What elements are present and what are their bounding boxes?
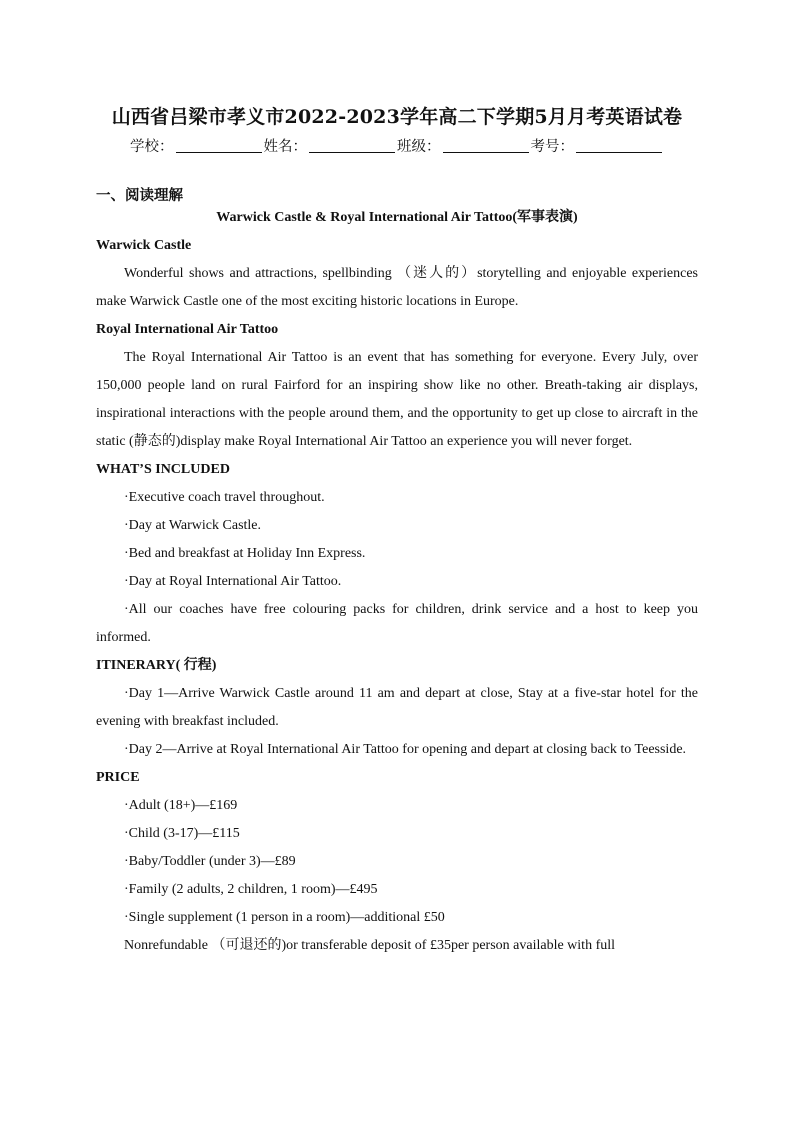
- warwick-paragraph: Wonderful shows and attractions, spellbinding （迷人的）storytelling and enjoyable experiences make Warwick Castle one of the most exciting historic locations in Europe.: [96, 266, 698, 309]
- section-heading: 一、阅读理解: [96, 188, 183, 204]
- class-label: 班级：: [397, 139, 441, 155]
- price-item: ·Single supplement (1 person in a room)—additional £50: [124, 910, 445, 925]
- included-note: ·All our coaches have free colouring packs for children, drink service and a host to keep you informed.: [96, 602, 698, 645]
- included-heading: WHAT’S INCLUDED: [96, 462, 230, 477]
- riat-heading: Royal International Air Tattoo: [96, 322, 279, 337]
- school-label: 学校：: [130, 139, 174, 155]
- exam-title: 山西省吕梁市孝义市2022-2023学年高二下学期5月月考英语试卷: [111, 106, 683, 128]
- included-item: ·Day at Royal International Air Tattoo.: [124, 574, 342, 589]
- price-item: ·Adult (18+)—£169: [124, 798, 238, 813]
- school-blank: [176, 138, 262, 153]
- price-item: ·Child (3-17)—£115: [124, 826, 240, 841]
- included-item: ·Day at Warwick Castle.: [124, 518, 262, 533]
- passage-title: Warwick Castle & Royal International Air Tattoo(军事表演): [216, 210, 578, 225]
- itinerary-day2: ·Day 2—Arrive at Royal International Air Tattoo for opening and depart at closing back to Teesside.: [124, 742, 687, 757]
- deposit-paragraph: Nonrefundable （可退还的)or transferable deposit of £35per person available with full: [124, 938, 616, 953]
- warwick-heading: Warwick Castle: [96, 238, 192, 253]
- number-blank: [576, 138, 662, 153]
- student-info-line: [0, 135, 794, 156]
- price-item: ·Baby/Toddler (under 3)—£89: [124, 854, 296, 869]
- class-blank: [443, 138, 529, 153]
- included-item: ·Bed and breakfast at Holiday Inn Express.: [124, 546, 366, 561]
- itinerary-day1: ·Day 1—Arrive Warwick Castle around 11 am and depart at close, Stay at a five-star hotel for the evening with breakfast included.: [96, 686, 698, 729]
- price-item: ·Family (2 adults, 2 children, 1 room)—£495: [124, 882, 378, 897]
- number-label: 考号：: [530, 139, 574, 155]
- name-blank: [309, 138, 395, 153]
- itinerary-heading: ITINERARY( 行程): [96, 658, 217, 673]
- included-item: ·Executive coach travel throughout.: [124, 490, 325, 505]
- name-label: 姓名：: [263, 139, 307, 155]
- riat-paragraph: The Royal International Air Tattoo is an event that has something for everyone. Every July, over 150,000 people land on rural Fairford for an inspiring show like no other. Breath-taking air displays, inspirational interactions with the people around them, and the opportunity to get up close to aircraft in the static (静态的)display make Royal International Air Tattoo an experience you will never forget.: [96, 350, 698, 449]
- document-body: [96, 180, 698, 960]
- price-heading: PRICE: [96, 770, 140, 785]
